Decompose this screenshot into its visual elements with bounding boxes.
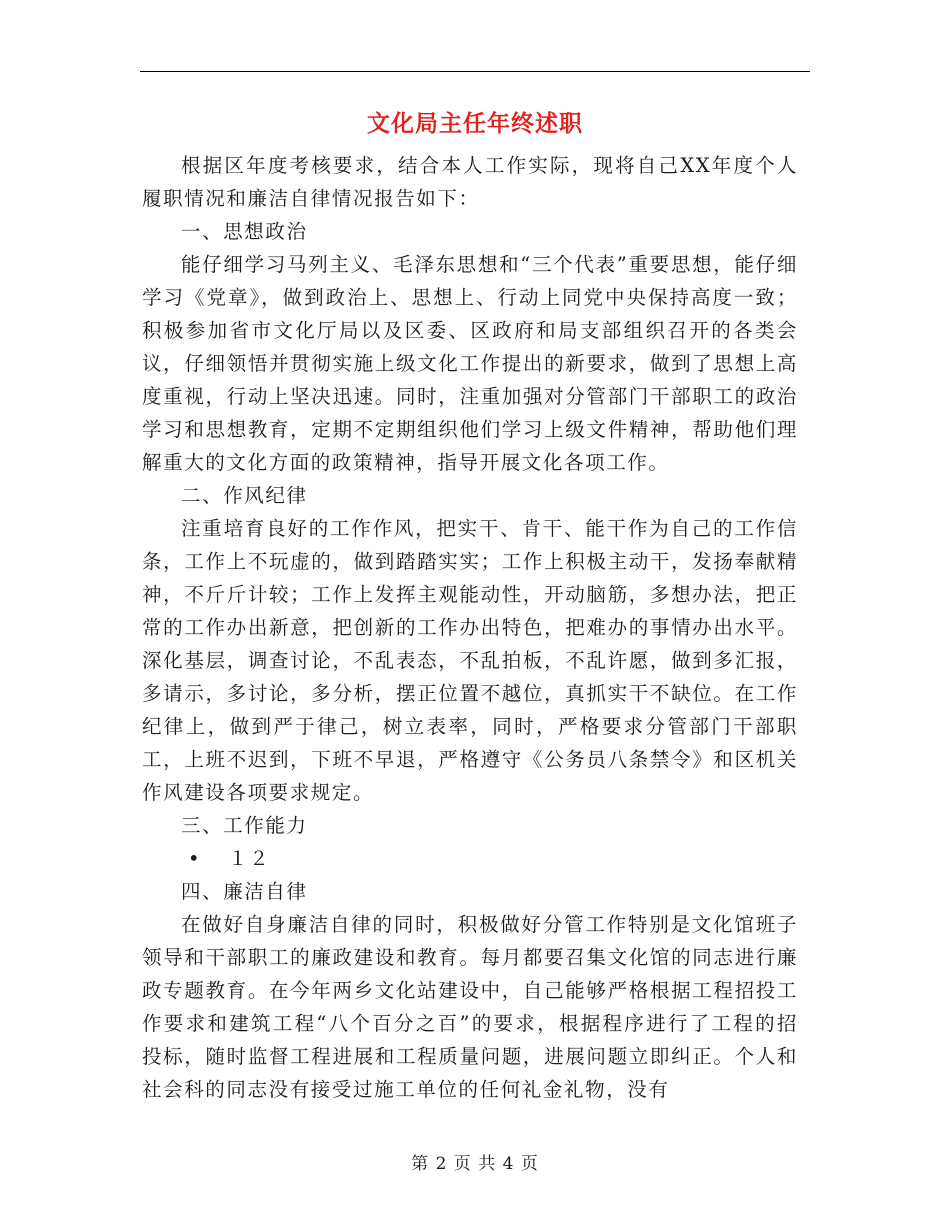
document-title: 文化局主任年终述职 xyxy=(367,110,583,137)
politics-paragraph: 能仔细学习马列主义、毛泽东思想和“三个代表”重要思想，能仔细学习《党章》，做到政治上、思想上、行动上同党中央保持高度一致；积极参加省市文化厅局以及区委、区政府和局支部组织召开的各类会议，仔细领悟并贯彻实施上级文化工作提出的新要求，做到了思想上高度重视，行动上坚决迅速。同时，注重加强对分管部门干部职工的政治学习和思想教育，定期不定期组织他们学习上级文件精神，帮助他们理解重大的文化方面的政策精神，指导开展文化各项工作。 xyxy=(142,253,798,474)
bullet-item xyxy=(142,842,798,875)
section-heading-ability: 三、工作能力 xyxy=(181,814,308,837)
integrity-paragraph: 在做好自身廉洁自律的同时，积极做好分管工作特别是文化馆班子领导和干部职工的廉政建设和教育。每月都要召集文化馆的同志进行廉政专题教育。在今年两乡文化站建设中，自己能够严格根据工程招投工作要求和建筑工程“八个百分之百”的要求，根据程序进行了工程的招投标，随时监督工程进展和工程质量问题，进展问题立即纠正。个人和社会科的同志没有接受过施工单位的任何礼金礼物，没有 xyxy=(142,913,798,1101)
section-heading-integrity: 四、廉洁自律 xyxy=(181,880,308,903)
page-footer: 第 2 页 共 4 页 xyxy=(411,1154,539,1174)
section-heading-politics: 一、思想政治 xyxy=(181,220,308,243)
discipline-paragraph: 注重培育良好的工作作风，把实干、肯干、能干作为自己的工作信条，工作上不玩虚的，做到踏踏实实；工作上积极主动干，发扬奉献精神，不斤斤计较；工作上发挥主观能动性，开动脑筋，多想办法，把正常的工作办出新意，把创新的工作办出特色，把难办的事情办出水平。深化基层，调查讨论，不乱表态，不乱拍板，不乱许愿，做到多汇报，多请示，多讨论，多分析，摆正位置不越位，真抓实干不缺位。在工作纪律上，做到严于律己，树立表率，同时，严格要求分管部门干部职工，上班不迟到，下班不早退，严格遵守《公务员八条禁令》和区机关作风建设各项要求规定。 xyxy=(142,517,798,804)
bullet-icon: • xyxy=(188,847,202,870)
section-heading-discipline: 二、作风纪律 xyxy=(181,484,308,507)
bullet-text: １２ xyxy=(228,847,271,870)
intro-paragraph: 根据区年度考核要求，结合本人工作实际，现将自己XX年度个人履职情况和廉洁自律情况报告如下： xyxy=(142,154,798,210)
header-rule xyxy=(140,71,810,72)
document-body xyxy=(142,149,798,1106)
